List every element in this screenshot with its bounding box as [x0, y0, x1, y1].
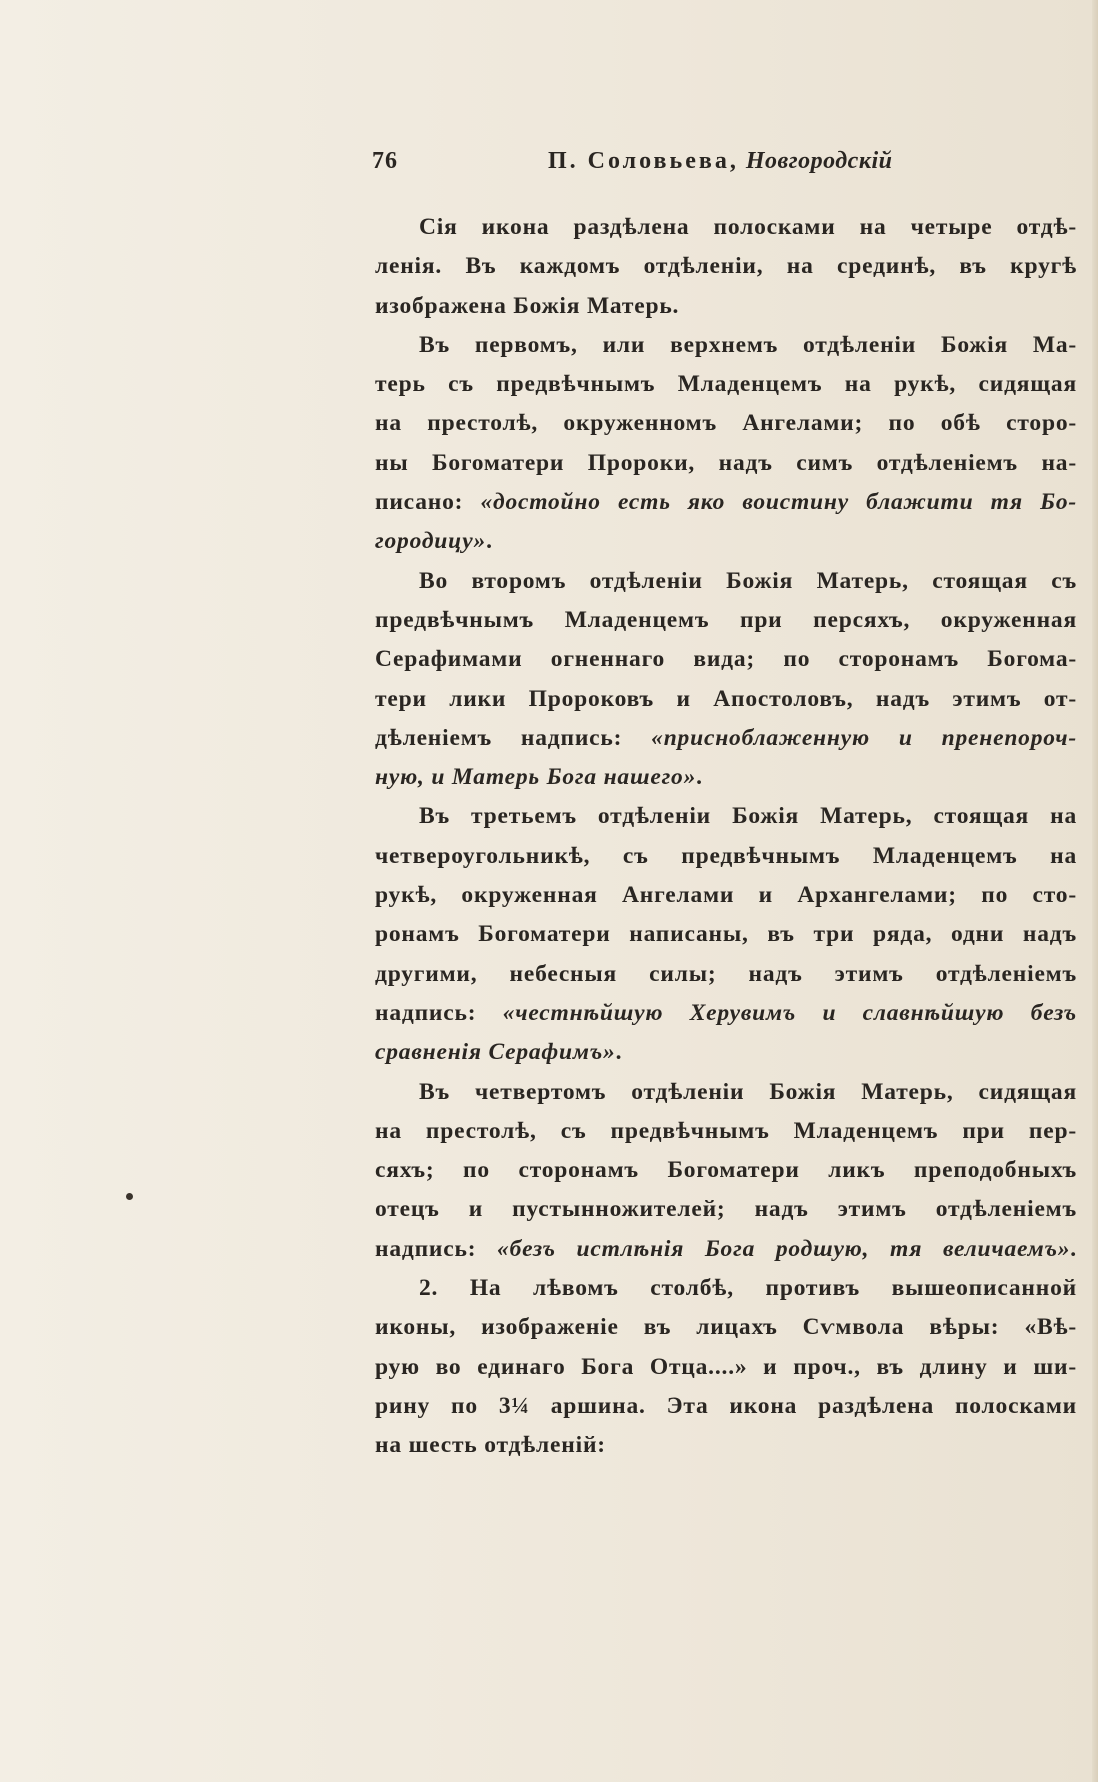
text-line [375, 483, 1077, 522]
text-line [375, 1190, 1077, 1229]
body-text [375, 208, 1077, 1466]
text-segment: 2. На лѣвомъ столбѣ, противъ вышеописанной [419, 1275, 1077, 1302]
text-line [375, 1269, 1077, 1308]
text-line [375, 1112, 1077, 1151]
text-segment: ронамъ Богоматери написаны, въ три ряда, одни надъ [375, 921, 1077, 948]
text-line [375, 1426, 1077, 1465]
header-place: Новгородскій [745, 148, 893, 174]
text-line [375, 444, 1077, 483]
text-segment: на престолѣ, окруженномъ Ангелами; по обѣ сторо- [375, 410, 1077, 437]
text-segment: писано: [375, 489, 481, 516]
text-segment: надпись: [375, 1235, 498, 1262]
text-segment: изображена Божія Матерь. [375, 292, 680, 319]
text-segment: отецъ и пустынножителей; надъ этимъ отдѣленіемъ [375, 1196, 1077, 1223]
text-line [375, 680, 1077, 719]
text-line [375, 365, 1077, 404]
text-line [375, 1151, 1077, 1190]
text-line [375, 837, 1077, 876]
italic-quote: ную, и Матерь Бога нашего» [375, 764, 697, 791]
text-segment: Серафимами огненнаго вида; по сторонамъ Богома- [375, 646, 1077, 673]
text-segment: рукѣ, окруженная Ангелами и Архангелами; по сто- [375, 882, 1077, 909]
text-segment: . [615, 1039, 623, 1066]
page-edge [1092, 0, 1098, 1782]
text-line [375, 719, 1077, 758]
text-line [375, 1308, 1077, 1347]
text-segment: . [486, 528, 493, 555]
text-segment: тери лики Пророковъ и Апостоловъ, надъ этимъ от- [375, 685, 1077, 712]
text-line [375, 915, 1077, 954]
text-segment: рую во единаго Бога Отца....» и проч., въ длину и ши- [375, 1353, 1077, 1380]
text-segment: другими, небесныя силы; надъ этимъ отдѣленіемъ [375, 960, 1077, 987]
text-segment: Въ первомъ, или верхнемъ отдѣленіи Божія Ма- [419, 331, 1077, 358]
text-line [375, 758, 1077, 797]
text-segment: на шесть отдѣленій: [375, 1432, 606, 1459]
text-line [375, 326, 1077, 365]
text-segment: Въ третьемъ отдѣленіи Божія Матерь, стоящая на [419, 803, 1077, 830]
italic-quote: городицу» [375, 528, 487, 555]
text-segment: дѣленіемъ надпись: [375, 724, 652, 751]
italic-quote: «присноблаженную и пренепороч- [651, 724, 1077, 751]
text-line [375, 1073, 1077, 1112]
text-line [375, 208, 1077, 247]
text-line [375, 1230, 1077, 1269]
text-segment: четвероугольникѣ, съ предвѣчнымъ Младенцемъ на [375, 842, 1077, 869]
text-segment: Въ четвертомъ отдѣленіи Божія Матерь, сидящая [419, 1078, 1077, 1105]
italic-quote: сравненія Серафимъ» [375, 1039, 616, 1066]
text-segment: Во второмъ отдѣленіи Божія Матерь, стоящая съ [419, 567, 1077, 594]
text-line [375, 404, 1077, 443]
italic-quote: «достойно есть яко воистину блажити тя Бо- [480, 489, 1077, 516]
text-line [375, 1387, 1077, 1426]
text-line [375, 522, 1077, 561]
text-segment: ны Богоматери Пророки, надъ симъ отдѣленіемъ на- [375, 449, 1077, 476]
text-segment: надпись: [375, 999, 503, 1026]
text-line [375, 994, 1077, 1033]
text-line [375, 1348, 1077, 1387]
italic-quote: «честнѣйшую Херувимъ и славнѣйшую безъ [502, 999, 1077, 1026]
running-header [372, 148, 892, 184]
text-line [375, 797, 1077, 836]
text-line [375, 876, 1077, 915]
text-line [375, 247, 1077, 286]
text-line [375, 1033, 1077, 1072]
text-segment: терь съ предвѣчнымъ Младенцемъ на рукѣ, сидящая [375, 371, 1077, 398]
italic-quote: «безъ истлѣнія Бога родшую, тя величаемъ» [497, 1235, 1071, 1262]
header-author: П. Соловьева, [548, 148, 739, 174]
text-segment: рину по 3¼ аршина. Эта икона раздѣлена полосками [375, 1392, 1077, 1419]
text-line [375, 955, 1077, 994]
ink-speck [126, 1193, 133, 1200]
text-segment: . [696, 764, 703, 791]
text-segment: сяхъ; по сторонамъ Богоматери ликъ преподобныхъ [375, 1157, 1077, 1184]
text-segment: на престолѣ, съ предвѣчнымъ Младенцемъ при пер- [375, 1117, 1077, 1144]
text-line [375, 562, 1077, 601]
running-title [548, 148, 893, 175]
page-number: 76 [372, 148, 398, 174]
text-segment: . [1070, 1235, 1077, 1262]
text-segment: предвѣчнымъ Младенцемъ при персяхъ, окруженная [375, 606, 1077, 633]
text-line [375, 601, 1077, 640]
text-segment: иконы, изображеніе въ лицахъ Сѵмвола вѣры: «Вѣ- [375, 1314, 1077, 1341]
text-line [375, 640, 1077, 679]
text-line [375, 287, 1077, 326]
text-segment: Сія икона раздѣлена полосками на четыре отдѣ- [419, 214, 1077, 240]
text-segment: ленія. Въ каждомъ отдѣленіи, на срединѣ, въ кругѣ [375, 253, 1077, 280]
